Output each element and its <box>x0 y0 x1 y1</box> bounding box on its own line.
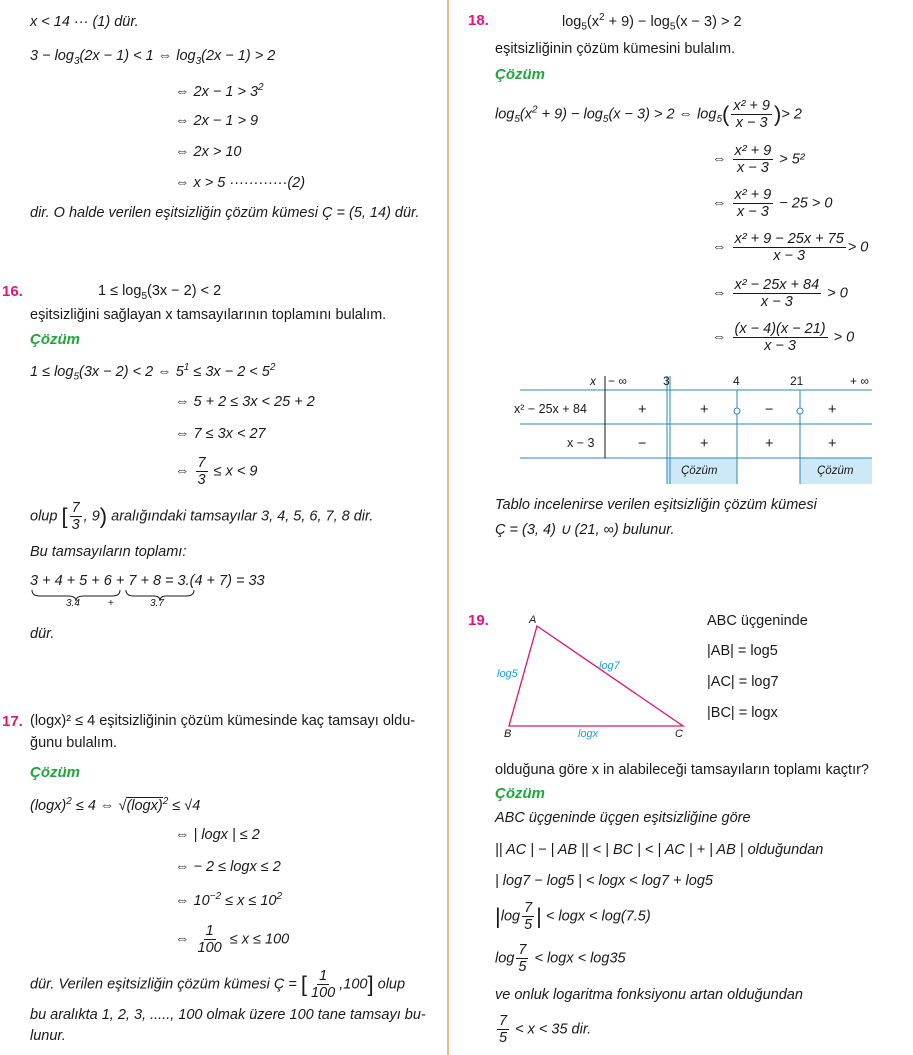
problem-16-number: 16. <box>2 283 23 300</box>
brace-label-2: 3.7 <box>150 598 164 609</box>
table-cozum-1: Çözüm <box>681 465 718 477</box>
table-row2-cell-4: + <box>828 436 837 452</box>
problem-18-cozum: Çözüm <box>495 66 545 83</box>
cont-line-1: x < 14 ··· (1) dür. <box>30 14 139 30</box>
p18-step-3: ⇔ $\frac{\text{x² + 9}}{x - 3}$ − 25 > 0 <box>712 187 833 220</box>
side-ac-label: log7 <box>599 660 620 672</box>
p17-step-1: $(\log x)^2 \le 4$ ⇔ $√(\log x)^2 \le √4$ <box>30 796 201 814</box>
side-bc-label: logx <box>578 728 599 740</box>
problem-18-statement: $\log_5(x^2 + 9) - \log_5(x - 3) > 2$ <box>562 12 742 33</box>
problem-18-question: eşitsizliğinin çözüm kümesini bulalım. <box>495 41 736 57</box>
table-row1-cell-1: + <box>638 402 647 418</box>
p19-step-3: | log7 − log5 | < logx < log7 + log5 <box>495 873 713 889</box>
table-row2-cell-3: + <box>765 436 774 452</box>
table-cozum-2: Çözüm <box>817 465 854 477</box>
problem-19-question: olduğuna göre x in alabileceği tamsayıların toplamı kaçtır? <box>495 762 869 778</box>
p18-conclusion-2: Ç = (3, 4) ∪ (21, ∞) bulunur. <box>495 522 675 538</box>
given-1: ABC üçgeninde <box>707 613 808 629</box>
p17-step-5: ⇔ $\frac{1}{100}$ ≤ x ≤ 100 <box>175 923 290 956</box>
p16-step-4: ⇔ $\frac{7}{3}$ ≤ x < 9 <box>175 455 258 488</box>
cont-line-4: ⇔ 2x − 1 > 9 <box>175 113 259 129</box>
problem-18-number: 18. <box>468 12 489 29</box>
table-row2-cell-1: − <box>638 436 647 452</box>
brace-label-1: 3.4 <box>66 598 80 609</box>
problem-17-cozum: Çözüm <box>30 764 80 781</box>
p16-step-3: ⇔ 7 ≤ 3x < 27 <box>175 426 266 442</box>
p17-conclusion-1: dür. Verilen eşitsizliğin çözüm kümesi Ç = [ $\frac{1}{100}$ ,100] olup <box>30 968 406 1001</box>
p17-step-3: ⇔ − 2 ≤ logx ≤ 2 <box>175 859 281 875</box>
p19-step-5: log $\frac{7}{5}$ < logx < log35 <box>495 942 626 975</box>
column-divider <box>447 0 449 1055</box>
p19-step-7: $\frac{7}{5}$ < x < 35 dir. <box>499 1013 592 1046</box>
p18-step-6: ⇔ $\frac{(x - 4)(x - 21)}{x - 3}$ > 0 <box>712 321 855 354</box>
given-ab: |AB| = log5 <box>707 643 778 659</box>
table-head-neg-inf: − ∞ <box>608 374 627 388</box>
table-row2-cell-2: + <box>700 436 709 452</box>
problem-17-question-1: (logx)² ≤ 4 eşitsizliğinin çözüm kümesinde kaç tamsayı oldu- <box>30 713 416 729</box>
p18-step-1: $\log_5(x^2 + 9) - \log_5(x - 3) > 2$ ⇔ $\log_5$( $\frac{\text{x² + 9}}{x - 3}$ )> 2 <box>495 98 802 131</box>
cont-line-3: ⇔ $2x - 1 > 3^2$ <box>175 82 264 100</box>
p16-interval-line: olup [ $\frac{7}{3}$ , 9) aralığındaki tamsayılar 3, 4, 5, 6, 7, 8 dir. <box>30 500 374 533</box>
problem-17-number: 17. <box>2 713 23 730</box>
vertex-a: A <box>529 614 537 626</box>
brace-plus: + <box>108 598 114 609</box>
table-row2-label: x − 3 <box>567 436 595 450</box>
p19-step-6: ve onluk logaritma fonksiyonu artan olduğundan <box>495 987 803 1003</box>
table-row1-label: x² − 25x + 84 <box>514 402 587 416</box>
problem-19-cozum: Çözüm <box>495 785 545 802</box>
table-head-3: 3 <box>663 374 670 388</box>
p17-step-4: ⇔ $10^{-2} \le x \le 10^2$ <box>175 891 283 909</box>
p19-step-1: ABC üçgeninde üçgen eşitsizliğine göre <box>495 810 751 826</box>
p16-sum: 3 + 4 + 5 + 6 + 7 + 8 = 3.(4 + 7) = 33 <box>30 573 265 589</box>
p16-braces <box>30 588 210 602</box>
p17-step-2: ⇔ | logx | ≤ 2 <box>175 827 260 843</box>
p16-step-1: $1 \le \log_5(3x - 2) < 2$ ⇔ $5^1 \le 3x - 2 < 5^2$ <box>30 362 276 383</box>
p18-step-2: ⇔ $\frac{\text{x² + 9}}{x - 3}$ > 5² <box>712 143 805 176</box>
problem-16-cozum: Çözüm <box>30 331 80 348</box>
p16-dur: dür. <box>30 626 55 642</box>
vertex-c: C <box>675 728 683 740</box>
problem-16-statement: $1 \le \log_5(3x - 2) < 2$ <box>98 283 222 302</box>
table-row1-cell-3: − <box>765 402 774 418</box>
cont-line-5: ⇔ 2x > 10 <box>175 144 242 160</box>
p19-step-2: || AC | − | AB || < | BC | < | AC | + | AB | olduğundan <box>495 842 824 858</box>
vertex-b: B <box>504 728 512 740</box>
problem-17-question-2: ğunu bulalım. <box>30 735 118 751</box>
table-head-4: 4 <box>733 374 740 388</box>
table-row1-cell-2: + <box>700 402 709 418</box>
cont-line-6: ⇔ x > 5 ············(2) <box>175 175 306 191</box>
p19-step-4: |log $\frac{7}{5}$ | < logx < log(7.5) <box>495 900 651 933</box>
table-row1-cell-4: + <box>828 402 837 418</box>
side-ab-label: log5 <box>497 668 518 680</box>
problem-19-number: 19. <box>468 612 489 629</box>
table-head-x: x <box>590 374 596 388</box>
problem-16-question: eşitsizliğini sağlayan x tamsayılarının toplamını bulalım. <box>30 307 387 323</box>
p18-step-5: ⇔ $\frac{\text{x² − 25x + 84}}{x - 3}$ > 0 <box>712 277 848 310</box>
cont-conclusion: dir. O halde verilen eşitsizliğin çözüm kümesi Ç = (5, 14) dür. <box>30 205 420 221</box>
p16-sum-intro: Bu tamsayıların toplamı: <box>30 544 187 560</box>
p16-step-2: ⇔ 5 + 2 ≤ 3x < 25 + 2 <box>175 394 315 410</box>
p18-conclusion-1: Tablo incelenirse verilen eşitsizliğin çözüm kümesi <box>495 497 817 513</box>
p17-conclusion-3: lunur. <box>30 1028 66 1044</box>
given-bc: |BC| = logx <box>707 705 778 721</box>
table-head-pos-inf: + ∞ <box>850 374 869 388</box>
given-ac: |AC| = log7 <box>707 674 779 690</box>
table-head-21: 21 <box>790 374 804 388</box>
p18-step-4: ⇔ $\frac{\text{x² + 9 − 25x + 75}}{x - 3}$ > 0 <box>712 231 869 264</box>
cont-line-2: $3 - \log_3(2x - 1) < 1$ ⇔ $\log_3(2x - 1) > 2$ <box>30 48 276 67</box>
triangle-abc <box>495 610 695 740</box>
p17-conclusion-2: bu aralıkta 1, 2, 3, ....., 100 olmak üzere 100 tane tamsayı bu- <box>30 1007 426 1023</box>
